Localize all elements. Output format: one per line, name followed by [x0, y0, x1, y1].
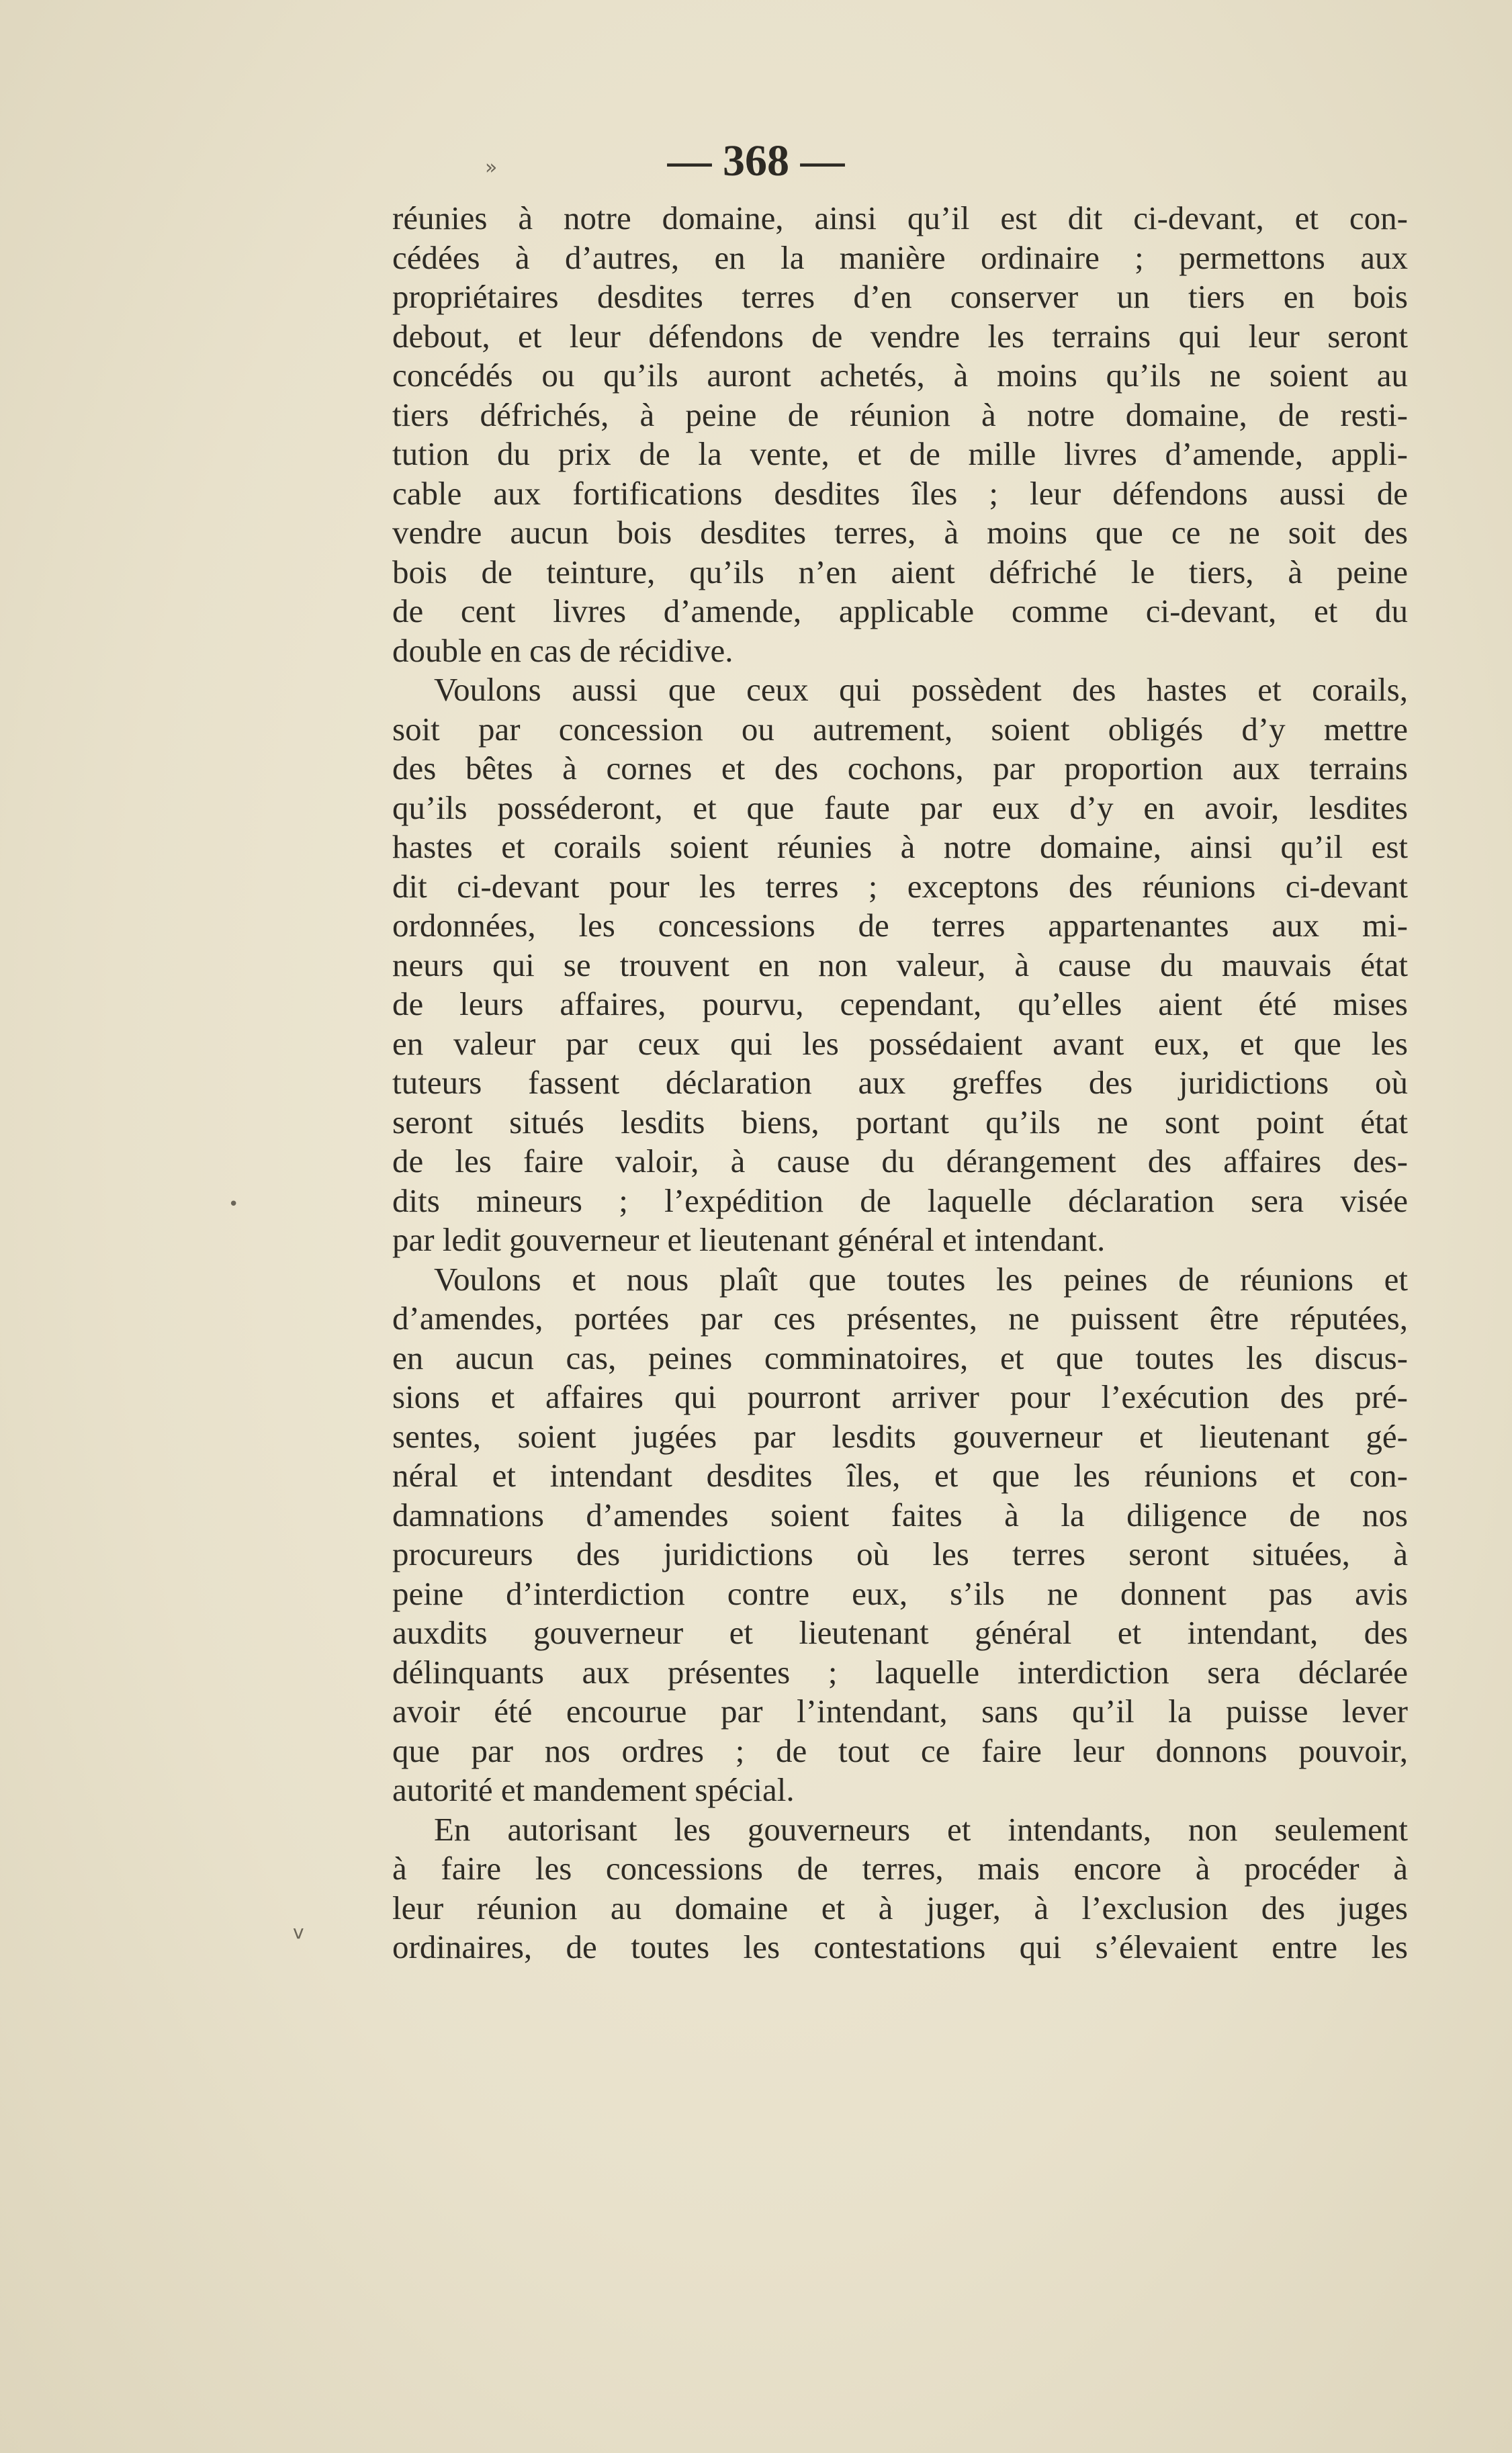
- text-line: d’amendes, portées par ces présentes, ne puissent être réputées,: [392, 1300, 1408, 1337]
- text-line: soit par concession ou autrement, soient obligés d’y mettre: [392, 710, 1408, 748]
- text-line: réunies à notre domaine, ainsi qu’il est dit ci-devant, et con-: [392, 199, 1408, 236]
- text-line: sions et affaires qui pourront arriver pour l’exécution des pré-: [392, 1378, 1408, 1415]
- text-line: à faire les concessions de terres, mais encore à procéder à: [392, 1850, 1408, 1887]
- text-line: En autorisant les gouverneurs et intendants, non seulement: [434, 1810, 1408, 1848]
- text-line: sentes, soient jugées par lesdits gouverneur et lieutenant gé-: [392, 1417, 1408, 1455]
- text-line: en aucun cas, peines comminatoires, et que toutes les discus-: [392, 1339, 1408, 1376]
- text-line: hastes et corails soient réunies à notre domaine, ainsi qu’il est: [392, 828, 1408, 865]
- text-line: de les faire valoir, à cause du dérangement des affaires des-: [392, 1143, 1408, 1179]
- text-line: cédées à d’autres, en la manière ordinaire ; permettons aux: [392, 238, 1408, 276]
- text-line: peine d’interdiction contre eux, s’ils ne donnent pas avis: [392, 1574, 1408, 1612]
- text-line: tution du prix de la vente, et de mille livres d’amende, appli-: [392, 435, 1408, 472]
- margin-mark: »: [485, 156, 498, 179]
- text-line: qu’ils posséderont, et que faute par eux d’y en avoir, lesdites: [392, 789, 1408, 826]
- text-line: avoir été encourue par l’intendant, sans qu’il la puisse lever: [392, 1693, 1408, 1730]
- text-line: néral et intendant desdites îles, et que les réunions et con-: [392, 1457, 1408, 1494]
- text-line: cable aux fortifications desdites îles ; leur défendons aussi de: [392, 474, 1408, 512]
- page-number: — 368 —: [667, 136, 845, 185]
- text-line: délinquants aux présentes ; laquelle interdiction sera déclarée: [392, 1653, 1408, 1691]
- margin-mark: •: [228, 1194, 239, 1214]
- text-line: de leurs affaires, pourvu, cependant, qu’elles aient été mises: [392, 985, 1408, 1022]
- text-line: ordinaires, de toutes les contestations qui s’élevaient entre les: [392, 1928, 1408, 1965]
- text-line: ordonnées, les concessions de terres appartenantes aux mi-: [392, 907, 1408, 944]
- text-line: leur réunion au domaine et à juger, à l’exclusion des juges: [392, 1889, 1408, 1926]
- text-line: de cent livres d’amende, applicable comme ci-devant, et du: [392, 592, 1408, 629]
- text-line: double en cas de récidive.: [392, 631, 733, 669]
- text-line: auxdits gouverneur et lieutenant général et intendant, des: [392, 1614, 1408, 1651]
- text-line: que par nos ordres ; de tout ce faire leur donnons pouvoir,: [392, 1732, 1408, 1769]
- text-line: propriétaires desdites terres d’en conserver un tiers en bois: [392, 278, 1408, 315]
- text-line: seront situés lesdits biens, portant qu’ils ne sont point état: [392, 1103, 1408, 1141]
- text-line: en valeur par ceux qui les possédaient avant eux, et que les: [392, 1024, 1408, 1062]
- margin-mark: v: [293, 1921, 304, 1943]
- text-line: des bêtes à cornes et des cochons, par proportion aux terrains: [392, 750, 1408, 787]
- text-line: damnations d’amendes soient faites à la diligence de nos: [392, 1496, 1408, 1533]
- text-line: Voulons et nous plaît que toutes les peines de réunions et: [434, 1260, 1408, 1298]
- text-line: autorité et mandement spécial.: [392, 1771, 795, 1808]
- text-line: par ledit gouverneur et lieutenant général et intendant.: [392, 1221, 1106, 1258]
- text-line: dits mineurs ; l’expédition de laquelle déclaration sera visée: [392, 1181, 1408, 1219]
- text-line: bois de teinture, qu’ils n’en aient défriché le tiers, à peine: [392, 553, 1408, 590]
- text-line: procureurs des juridictions où les terres seront situées, à: [392, 1535, 1408, 1572]
- body-text: [392, 199, 1408, 1967]
- text-line: tuteurs fassent déclaration aux greffes des juridictions où: [392, 1064, 1408, 1101]
- text-line: Voulons aussi que ceux qui possèdent des hastes et corails,: [434, 671, 1408, 708]
- text-line: concédés ou qu’ils auront achetés, à moins qu’ils ne soient au: [392, 357, 1408, 394]
- text-line: tiers défrichés, à peine de réunion à notre domaine, de resti-: [392, 396, 1408, 433]
- text-line: neurs qui se trouvent en non valeur, à cause du mauvais état: [392, 946, 1408, 983]
- text-line: debout, et leur défendons de vendre les terrains qui leur seront: [392, 317, 1408, 355]
- text-line: dit ci-devant pour les terres ; exceptons des réunions ci-devant: [392, 867, 1408, 905]
- text-line: vendre aucun bois desdites terres, à moins que ce ne soit des: [392, 514, 1408, 551]
